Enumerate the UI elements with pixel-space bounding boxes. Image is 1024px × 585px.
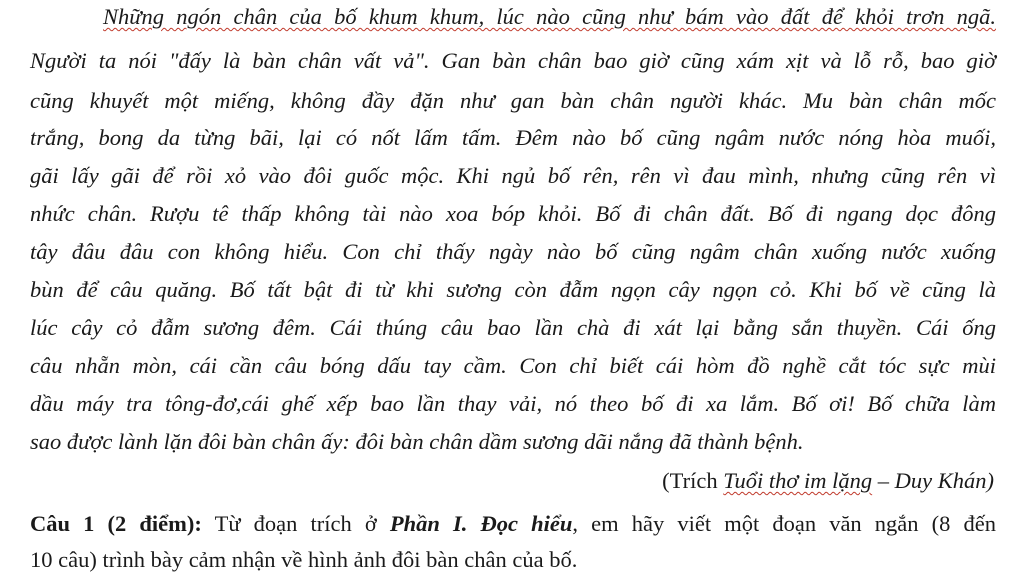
passage-line-4: trắng, bong da từng bãi, lại có nốt lấm tấm. Đêm nào bố cũng ngâm nước nóng hòa muối, [30, 125, 996, 150]
passage-line-12: sao được lành lặn đôi bàn chân ấy: đôi bàn chân dầm sương dãi nắng đã thành bệnh. [30, 429, 804, 454]
passage-line-11: dầu máy tra tông-đơ,cái ghế xếp bao lần thay vải, nó theo bố đi xa lắm. Bố ơi! Bố chữa làm [30, 391, 996, 416]
source-title: Tuổi thơ im lặng [723, 468, 873, 493]
passage-line-2: Người ta nói "đấy là bàn chân vất vả". Gan bàn chân bao giờ cũng xám xịt và lỗ rỗ, bao giờ [30, 48, 996, 73]
passage-line-6: nhức chân. Rượu tê thấp không tài nào xoa bóp khỏi. Bố đi chân đất. Bố đi ngang dọc đông [30, 201, 996, 226]
question-1-line-2: 10 câu) trình bày cảm nhận về hình ảnh đôi bàn chân của bố. [30, 547, 578, 572]
passage-line-3: cũng khuyết một miếng, không đầy đặn như gan bàn chân người khác. Mu bàn chân mốc [30, 88, 996, 113]
passage-line-7: tây đâu đâu con không hiểu. Con chỉ thấy ngày nào bố cũng ngâm chân xuống nước xuống [30, 239, 996, 264]
passage-line-9: lúc cây cỏ đẫm sương đêm. Cái thúng câu bao lần chà đi xát lại bằng sắn thuyền. Cái ống [30, 315, 996, 340]
source-prefix: (Trích [662, 468, 724, 493]
question-part-ref: Phần I. Đọc hiểu [389, 511, 573, 536]
source-author: – Duy Khán) [872, 468, 994, 493]
source-citation [662, 466, 994, 496]
passage-line-8: bùn để câu quăng. Bố tất bật đi từ khi sương còn đẫm ngọn cây ngọn cỏ. Khi bố về cũng là [30, 277, 996, 302]
question-text-after: , em hãy viết một đoạn văn ngắn (8 đến [572, 511, 997, 536]
question-1-line-1 [30, 509, 996, 539]
passage-line-1: Những ngón chân của bố khum khum, lúc nào cũng như bám vào đất để khỏi trơn ngã. [103, 4, 996, 29]
passage-line-10: câu nhẵn mòn, cái cần câu bóng dấu tay cầm. Con chỉ biết cái hòm đồ nghề cắt tóc sực mùi [30, 353, 996, 378]
question-label: Câu 1 (2 điểm): [30, 511, 202, 536]
question-text-before: Từ đoạn trích ở [201, 511, 390, 536]
passage-line-5: gãi lấy gãi để rồi xỏ vào đôi guốc mộc. Khi ngủ bố rên, rên vì đau mình, nhưng cũng rên vì [30, 163, 996, 188]
